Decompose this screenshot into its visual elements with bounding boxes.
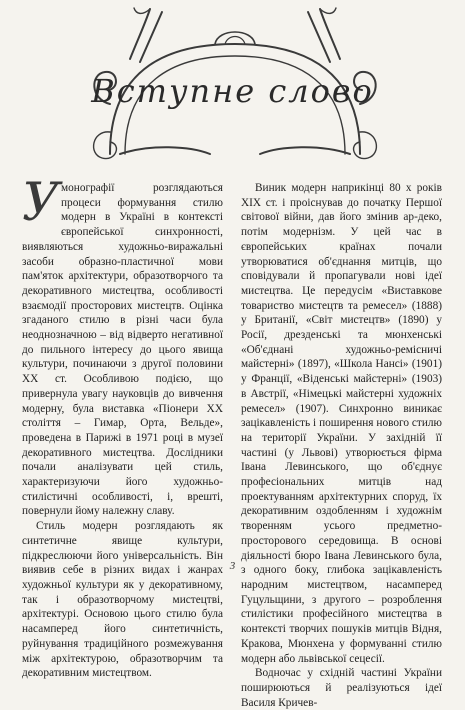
paragraph: Виник модерн наприкінці 80 х років XIX ст. і проіснував до початку Першої світової війни, дав його змінив ар-деко, потім модернізм. У цей час в європейських країнах почали утворюватися об'єднання митців, що сповідували й пропагували нові ідеї мистецтва. Це передусім «Виставкове товариство мистецтв та ремесел» (1888) у Британії, «Світ мистецтв» (1890) у Росії, дрезденські та мюнхенські «Об'єднані художньо-ремісничі майстерні» (1897), «Школа Нансі» (1901) у Франції, «Віденські майстерні» (1903) в Австрії, «Німецькі майстерні художніх ремесел» (1907). Синхронно виникає зацікавленість і поширення нового стилю на території України. У західній її частині (у Львові) утворюється фірма Івана Левинського, що об'єднує професіональних митців над проектуванням архітектурних споруд, їх декоративним оздобленням і художнім творенням усього предметно-просторового середовища. В основі діяльності бюро Івана Левинського була, з одного боку, глибока зацікавленість народним мистецтвом, насамперед Гуцульщини, з другого – розроблення стилістики професійного мистецтва в контексті творчих пошуків митців Відня, Кракова, Мюнхена у формуванні стилю модерн або львівської сецесії. xyxy=(241,182,442,665)
left-text-column xyxy=(22,173,223,681)
drop-cap: У xyxy=(22,173,60,233)
page-number: 3 xyxy=(229,560,236,572)
paragraph: Стиль модерн розглядають як синтетичне явище культури, підкреслюючи його універсальність. Він виявив себе в різних видах і жанрах художньої культури як у декоративному, так і образотворчому мистецтві, архітектурі. Основою цього стилю була насамперед його синтетичність, руйнування традиційного розмежування між архітектурою, образотворчим та декоративним мистецтвом. xyxy=(22,520,223,680)
section-title: Вступне слово xyxy=(91,72,374,110)
right-text-column xyxy=(241,181,442,710)
paragraph-text: монографії розглядаються процеси формування стилю модерн в Україні в контексті європейської синхронності, виявляються художньо-виражальні засоби образно-пластичної мови пам'яток архітектури, образотворчого та декоративного мистецтва, особливості взаємодії просторових мистецтв. Оцінка згаданого стилю в різні часи була неоднозначною – від відверто негативної до пильного інтересу до цього явища культури, починаючи з другої половини XX ст. Особливою подією, що привернула увагу науковців до вивчення модерну, була виставка «Піонери XX століття – Гимар, Орта, Вельде», проведена в Парижі в 1971 році в музеї декоративного мистецтва. Дослідники почали аналізувати цей стиль, характеризуючи його художньо-стилістичні особливості, і, врешті, повернули йому належну славу. xyxy=(22,182,223,518)
paragraph: Водночас у східній частині України поширюються й реалізуються ідеї Василя Кричев- xyxy=(241,667,442,709)
paragraph xyxy=(22,173,223,519)
